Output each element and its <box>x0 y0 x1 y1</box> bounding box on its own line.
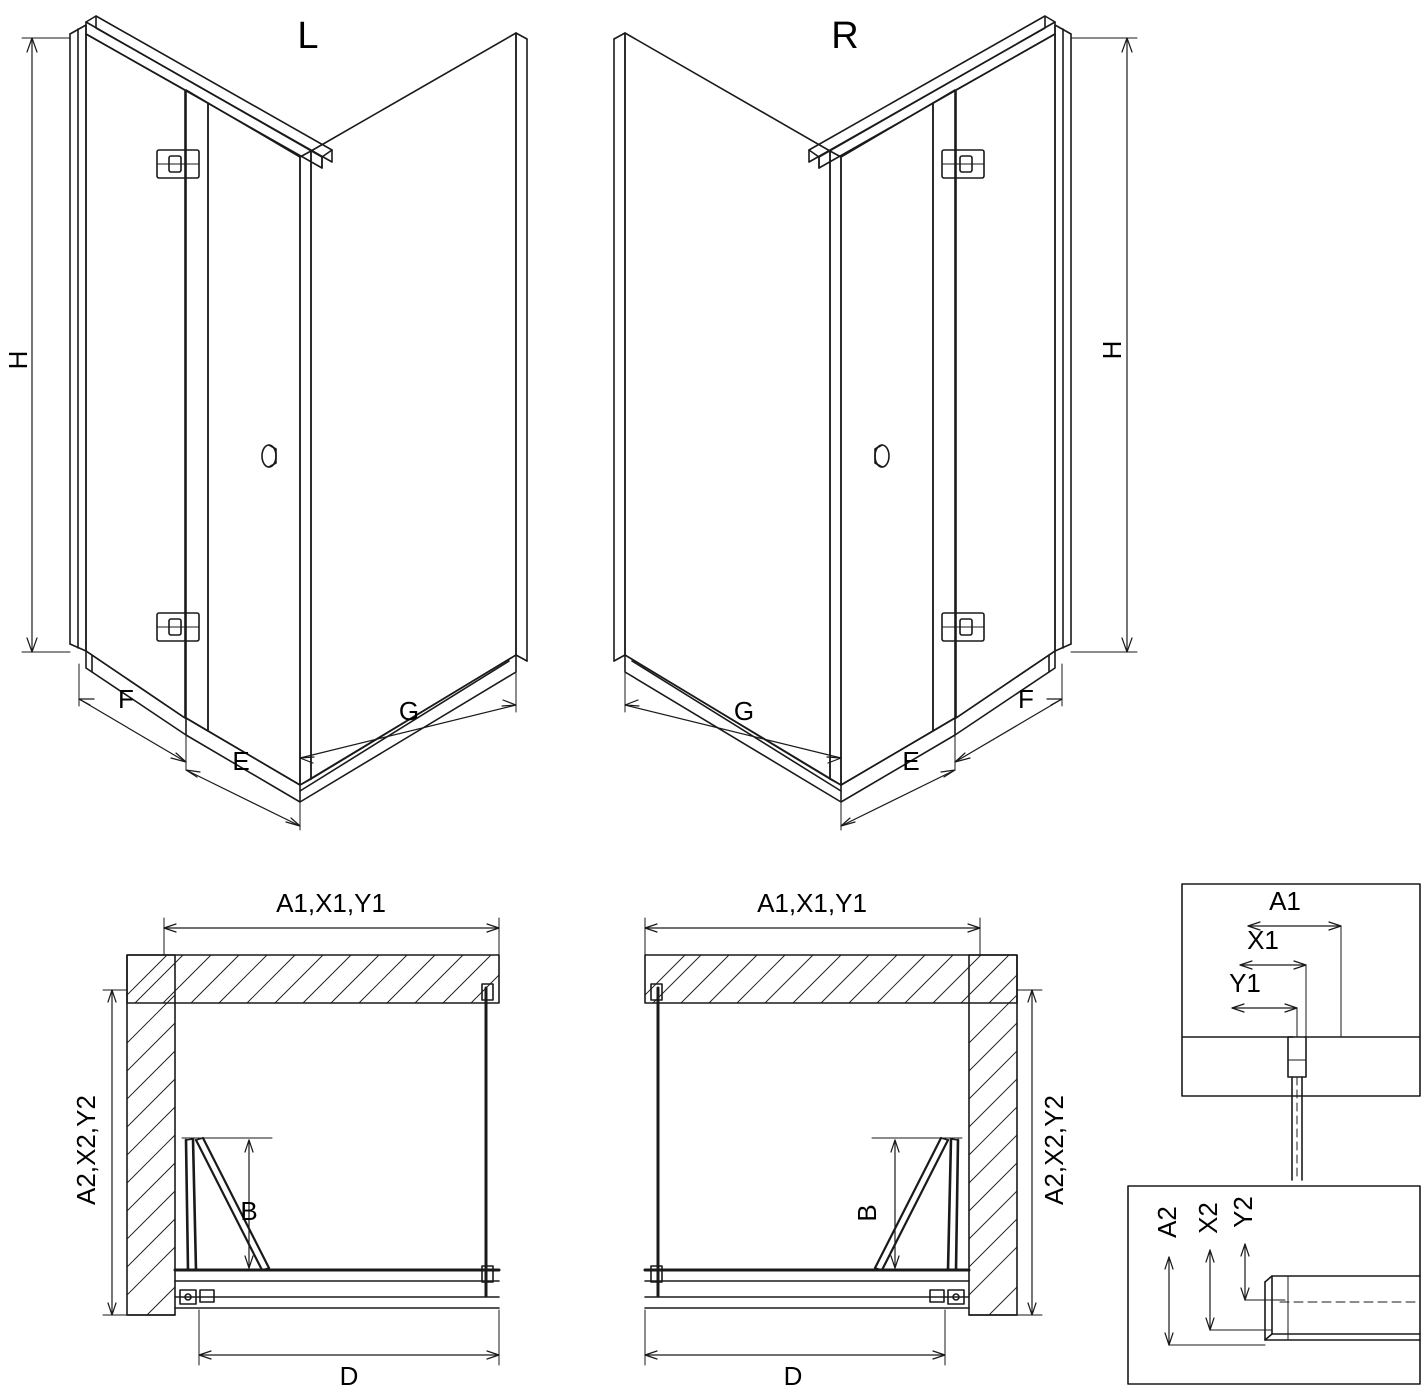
dim-d-right: D <box>783 1360 803 1391</box>
dim-h-right: H <box>1096 340 1127 360</box>
dim-h-left: H <box>2 350 33 370</box>
dim-e-right: E <box>902 745 920 776</box>
view-label-left: L <box>297 15 319 58</box>
dim-f-left: F <box>118 683 134 714</box>
dim-a2x2y2-left: A2,X2,Y2 <box>70 1095 101 1205</box>
dim-a2x2y2-right: A2,X2,Y2 <box>1038 1095 1069 1205</box>
detail-dim-x2: X2 <box>1192 1202 1223 1234</box>
view-label-right: R <box>831 15 859 58</box>
dim-g-right: G <box>733 695 755 726</box>
detail-dim-a1: A1 <box>1269 885 1301 916</box>
detail-dim-y2: Y2 <box>1227 1196 1258 1228</box>
dim-a1x1y1-left: A1,X1,Y1 <box>276 887 386 918</box>
dim-b-left: B <box>240 1195 258 1226</box>
dim-f-right: F <box>1018 683 1034 714</box>
dim-g-left: G <box>398 695 420 726</box>
dim-d-left: D <box>339 1360 359 1391</box>
detail-dim-y1: Y1 <box>1229 967 1261 998</box>
dim-b-right: B <box>851 1204 882 1222</box>
detail-dim-a2: A2 <box>1151 1206 1182 1238</box>
dim-a1x1y1-right: A1,X1,Y1 <box>757 887 867 918</box>
dim-e-left: E <box>232 745 250 776</box>
detail-dim-x1: X1 <box>1247 924 1279 955</box>
